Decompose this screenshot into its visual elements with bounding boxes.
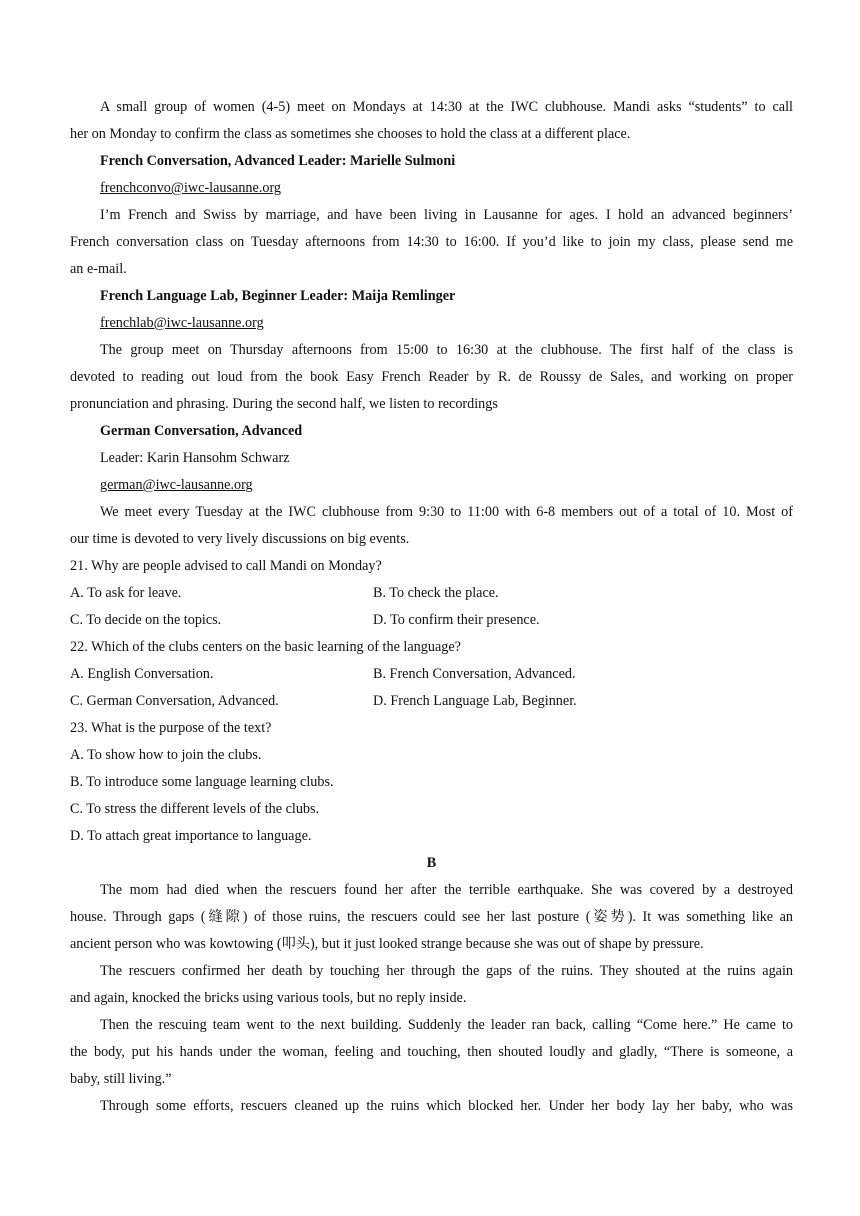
- option-c: C. German Conversation, Advanced.: [70, 693, 279, 709]
- question-stem: 23. What is the purpose of the text?: [70, 720, 272, 736]
- paragraph-line: Through some efforts, rescuers cleaned up the ruins which blocked her. Under her body lay her baby, who was: [100, 1098, 793, 1114]
- paragraph-line: her on Monday to confirm the class as sometimes she chooses to hold the class at a different place.: [70, 126, 631, 142]
- option-row: [70, 607, 793, 634]
- paragraph-line: an e-mail.: [70, 261, 127, 277]
- paragraph-line: pronunciation and phrasing. During the second half, we listen to recordings: [70, 396, 498, 412]
- email-link[interactable]: german@iwc-lausanne.org: [100, 477, 253, 493]
- club-heading: French Conversation, Advanced Leader: Marielle Sulmoni: [100, 153, 456, 169]
- paragraph-line: house. Through gaps (缝隙) of those ruins, the rescuers could see her last posture (姿势). It was something like an: [70, 909, 793, 925]
- email-link[interactable]: frenchlab@iwc-lausanne.org: [100, 315, 264, 331]
- option-b: B. French Conversation, Advanced.: [373, 666, 576, 682]
- paragraph-line: French conversation class on Tuesday afternoons from 14:30 to 16:00. If you’d like to join my class, please send me: [70, 234, 793, 250]
- paragraph-line: devoted to reading out loud from the book Easy French Reader by R. de Roussy de Sales, and working on proper: [70, 369, 793, 385]
- paragraph-line: The rescuers confirmed her death by touching her through the gaps of the ruins. They shouted at the ruins again: [100, 963, 793, 979]
- option-d: D. French Language Lab, Beginner.: [373, 693, 577, 709]
- exam-page: [70, 94, 793, 1120]
- paragraph-line: A small group of women (4-5) meet on Mondays at 14:30 at the IWC clubhouse. Mandi asks “students” to call: [100, 99, 793, 115]
- paragraph-line: We meet every Tuesday at the IWC clubhouse from 9:30 to 11:00 with 6-8 members out of a total of 10. Most of: [100, 504, 793, 520]
- option-a: A. To ask for leave.: [70, 585, 182, 601]
- section-label: B: [426, 855, 437, 871]
- option-c: C. To decide on the topics.: [70, 612, 222, 628]
- club-heading: French Language Lab, Beginner Leader: Maija Remlinger: [100, 288, 456, 304]
- paragraph-line: I’m French and Swiss by marriage, and have been living in Lausanne for ages. I hold an advanced beginners’: [100, 207, 793, 223]
- option-row: [70, 661, 793, 688]
- option-b: B. To check the place.: [373, 585, 499, 601]
- paragraph-line: and again, knocked the bricks using various tools, but no reply inside.: [70, 990, 467, 1006]
- option-row: [70, 580, 793, 607]
- paragraph-line: ancient person who was kowtowing (叩头), but it just looked strange because she was out of shape by pressure.: [70, 936, 704, 952]
- paragraph-line: The group meet on Thursday afternoons from 15:00 to 16:30 at the clubhouse. The first half of the class is: [100, 342, 793, 358]
- club-leader: Leader: Karin Hansohm Schwarz: [100, 450, 290, 466]
- paragraph-line: the body, put his hands under the woman, feeling and touching, then shouted loudly and gladly, “There is someone, a: [70, 1044, 793, 1060]
- paragraph-line: baby, still living.”: [70, 1071, 172, 1087]
- option-d: D. To attach great importance to language.: [70, 828, 312, 844]
- paragraph-line: The mom had died when the rescuers found her after the terrible earthquake. She was covered by a destroyed: [100, 882, 793, 898]
- club-heading: German Conversation, Advanced: [100, 423, 303, 439]
- option-row: [70, 688, 793, 715]
- option-a: A. To show how to join the clubs.: [70, 747, 262, 763]
- email-link[interactable]: frenchconvo@iwc-lausanne.org: [100, 180, 282, 196]
- question-stem: 22. Which of the clubs centers on the basic learning of the language?: [70, 639, 461, 655]
- paragraph-line: our time is devoted to very lively discussions on big events.: [70, 531, 410, 547]
- option-b: B. To introduce some language learning clubs.: [70, 774, 334, 790]
- option-a: A. English Conversation.: [70, 666, 214, 682]
- question-stem: 21. Why are people advised to call Mandi on Monday?: [70, 558, 382, 574]
- paragraph-line: Then the rescuing team went to the next building. Suddenly the leader ran back, calling “Come here.” He came to: [100, 1017, 793, 1033]
- option-d: D. To confirm their presence.: [373, 612, 540, 628]
- option-c: C. To stress the different levels of the clubs.: [70, 801, 320, 817]
